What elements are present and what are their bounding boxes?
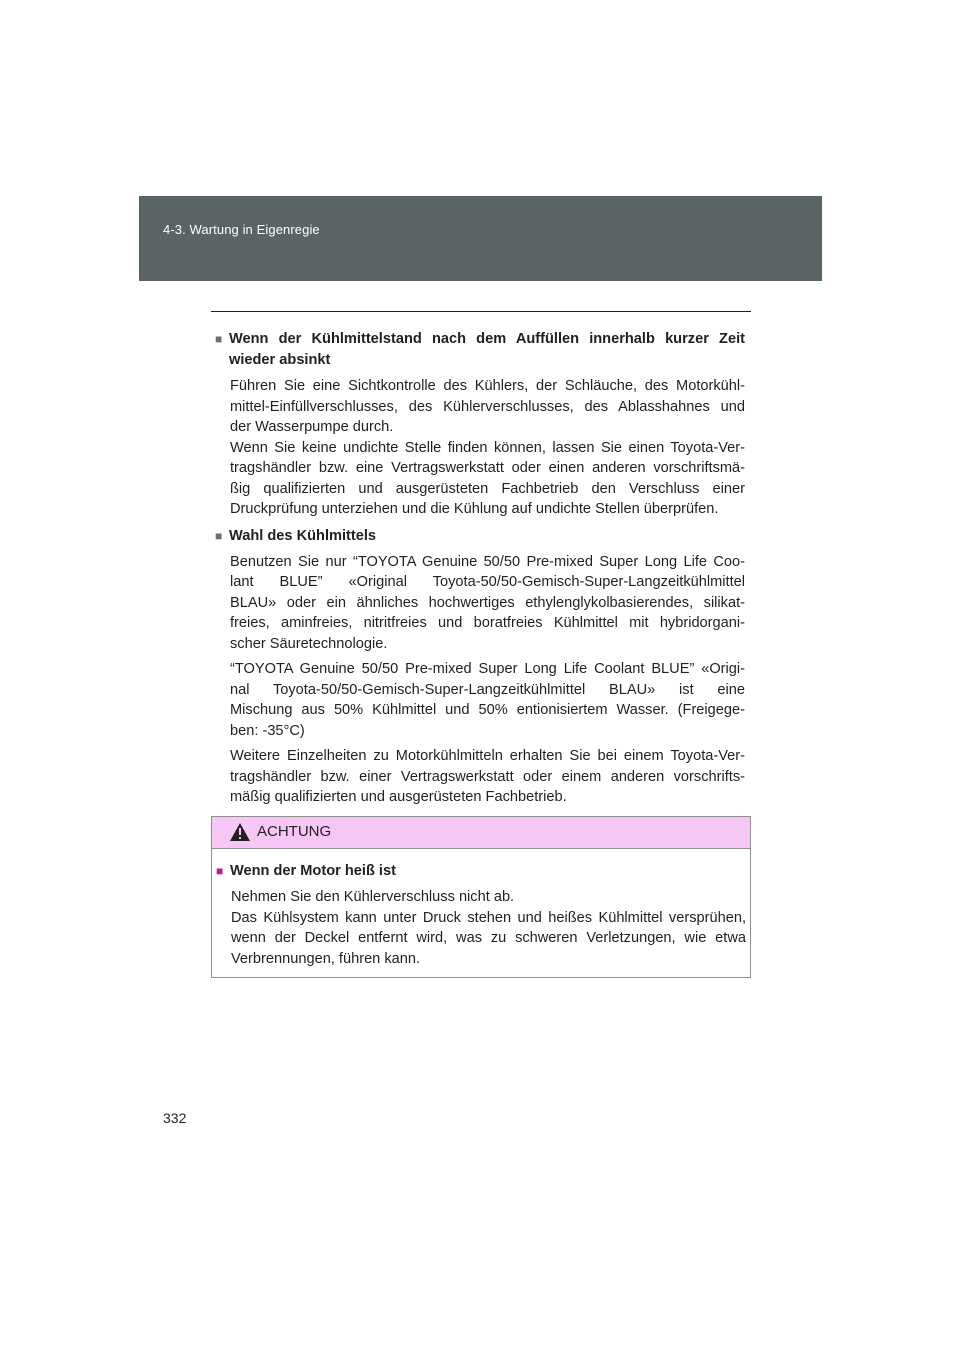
text-line: Führen Sie eine Sichtkontrolle des Kühlers, der Schläuche, des Motorkühl- <box>230 378 745 394</box>
warning-triangle-icon <box>229 822 251 842</box>
text-line: Verbrennungen, führen kann. <box>231 950 421 967</box>
text-line: tragshändler bzw. einer Vertragswerkstatt oder einem anderen vorschrifts- <box>230 768 745 785</box>
text-line: Mischung aus 50% Kühlmittel und 50% entionisiertem Wasser. (Freigege- <box>230 702 745 718</box>
section-heading <box>215 329 745 371</box>
heading-line: wieder absinkt <box>229 352 331 368</box>
section-coolant-choice <box>215 526 745 808</box>
paragraph <box>230 376 745 520</box>
square-bullet-icon: ■ <box>216 864 224 878</box>
paragraph <box>230 659 745 741</box>
text-line: tragshändler bzw. eine Vertragswerkstatt oder einen anderen vorschriftsmä- <box>230 460 745 476</box>
text-line: Druckprüfung unterziehen und die Kühlung auf undichte Stellen überprüfen. <box>230 501 719 517</box>
paragraph <box>230 552 745 655</box>
warning-title: Wenn der Motor heiß ist <box>230 863 396 879</box>
section-heading <box>215 526 745 547</box>
warning-box <box>211 816 751 978</box>
text-line: ßig qualifizierten und ausgerüsteten Fachbetrieb den Verschluss einer <box>230 480 745 497</box>
header-band <box>139 196 822 281</box>
text-line: Benutzen Sie nur “TOYOTA Genuine 50/50 Pre-mixed Super Long Life Coo- <box>230 553 745 570</box>
warning-paragraph <box>231 887 746 969</box>
text-line: der Wasserpumpe durch. <box>230 419 394 435</box>
text-line: nal Toyota-50/50-Gemisch-Super-Langzeitkühlmittel BLAU» ist eine <box>230 681 745 698</box>
text-line: ben: -35°C) <box>230 722 305 739</box>
text-line: BLAU» oder ein ähnliches hochwertiges ethylenglykolbasierendes, silikat- <box>230 594 745 611</box>
warning-header <box>212 817 750 849</box>
heading-line: Wahl des Kühlmittels <box>229 527 377 544</box>
square-bullet-icon: ■ <box>215 332 223 346</box>
square-bullet-icon: ■ <box>215 528 223 543</box>
text-line: wenn der Deckel entfernt wird, was zu schweren Verletzungen, wie etwa <box>231 930 746 946</box>
paragraph <box>230 746 745 808</box>
text-line: lant BLUE” «Original Toyota-50/50-Gemisch-Super-Langzeitkühlmittel <box>230 574 745 590</box>
text-line: scher Säuretechnologie. <box>230 635 388 652</box>
text-line: mittel-Einfüllverschlusses, des Kühlerverschlusses, des Ablasshahnes und <box>230 398 745 415</box>
warning-label: ACHTUNG <box>257 823 332 840</box>
warning-heading <box>216 861 746 882</box>
text-line: Das Kühlsystem kann unter Druck stehen und heißes Kühlmittel versprühen, <box>231 909 746 926</box>
text-line: mäßig qualifizierten und ausgerüsteten Fachbetrieb. <box>230 789 567 805</box>
text-line: Nehmen Sie den Kühlerverschluss nicht ab. <box>231 889 515 905</box>
warning-body <box>216 861 746 969</box>
page-number: 332 <box>163 1110 187 1126</box>
main-content <box>215 329 745 814</box>
text-line: Wenn Sie keine undichte Stelle finden können, lassen Sie einen Toyota-Ver- <box>230 439 745 456</box>
section-title: 4-3. Wartung in Eigenregie <box>163 222 320 237</box>
section-coolant-level <box>215 329 745 520</box>
divider <box>211 311 751 312</box>
text-line: Weitere Einzelheiten zu Motorkühlmitteln erhalten Sie bei einem Toyota-Ver- <box>230 748 745 764</box>
text-line: freies, aminfreies, nitritfreies und boratfreies Kühlmittel mit hybridorgani- <box>230 615 745 631</box>
heading-line: Wenn der Kühlmittelstand nach dem Auffüllen innerhalb kurzer Zeit <box>229 331 745 347</box>
text-line: “TOYOTA Genuine 50/50 Pre-mixed Super Long Life Coolant BLUE” «Origi- <box>230 661 745 677</box>
